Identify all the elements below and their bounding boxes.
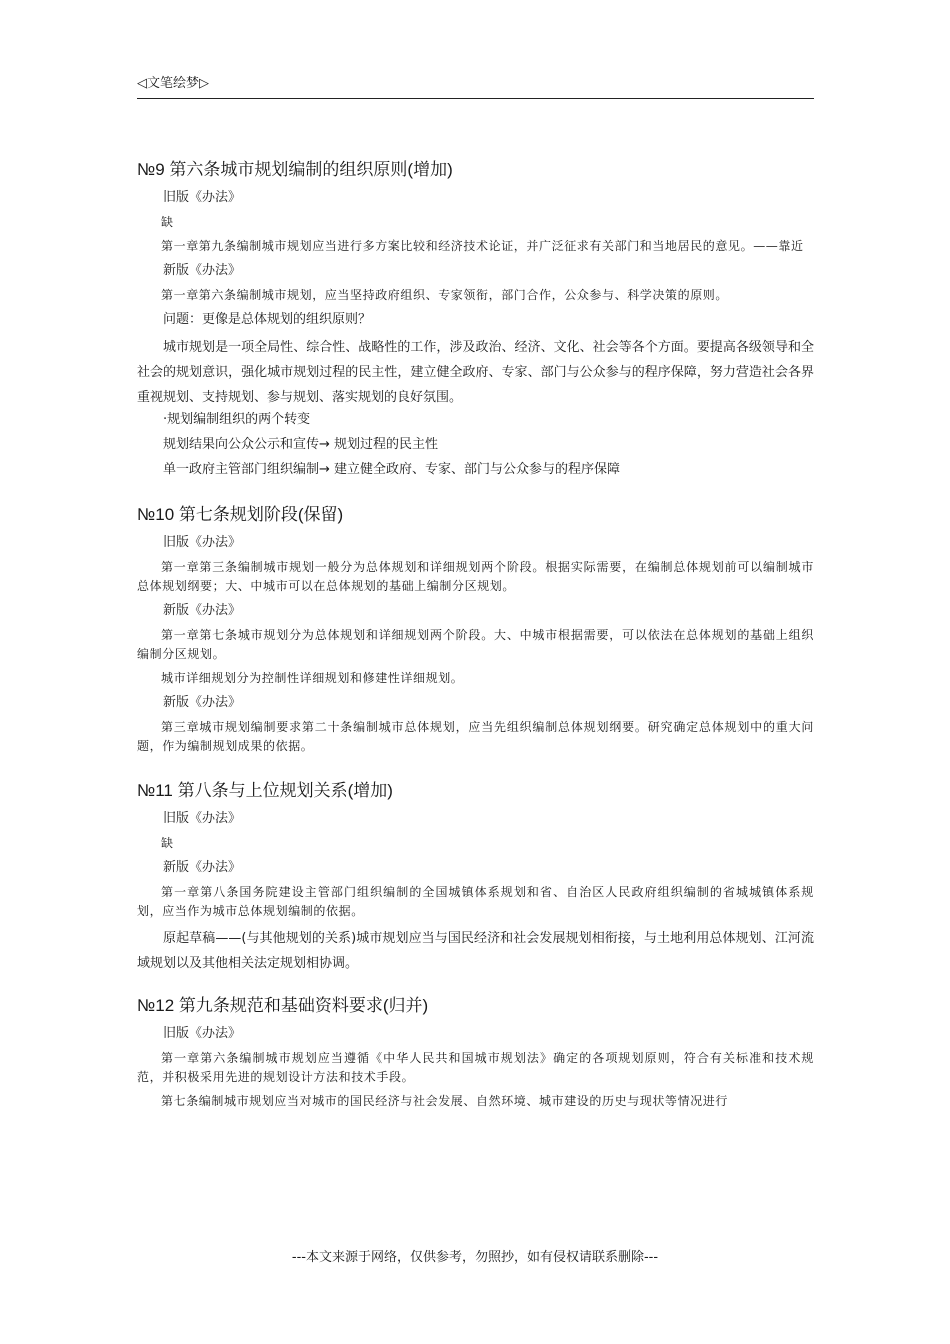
paragraph: 旧版《办法》	[163, 535, 242, 550]
paragraph: 新版《办法》	[163, 860, 242, 875]
quoted-paragraph: 缺	[161, 215, 174, 229]
footer-text: ---本文来源于网络，仅供参考，勿照抄，如有侵权请联系删除---	[291, 1250, 659, 1265]
section-gap	[137, 976, 814, 994]
paragraph: 旧版《办法》	[163, 1026, 242, 1041]
header-text: ◁文笔绘梦▷	[137, 76, 209, 91]
quoted-paragraph: 第一章第九条编制城市规划应当进行多方案比较和经济技术论证，并广泛征求有关部门和当地居民的意见。——靠近	[161, 239, 804, 253]
paragraph: 新版《办法》	[163, 603, 242, 618]
section-gap	[137, 761, 814, 779]
paragraph: 新版《办法》	[163, 695, 242, 710]
quoted-paragraph: 第一章第七条城市规划分为总体规划和详细规划两个阶段。大、中城市根据需要，可以依法在总体规划的基础上组织编制分区规划。	[137, 628, 814, 661]
paragraph: 规划结果向公众公示和宣传→ 规划过程的民主性	[163, 437, 439, 452]
quoted-paragraph: 第三章城市规划编制要求第二十条编制城市总体规划，应当先组织编制总体规划纲要。研究确定总体规划中的重大问题，作为编制规划成果的依据。	[137, 720, 814, 753]
quoted-paragraph: 第一章第六条编制城市规划应当遵循《中华人民共和国城市规划法》确定的各项规划原则，符合有关标准和技术规范，并积极采用先进的规划设计方法和技术手段。	[137, 1051, 814, 1084]
quoted-paragraph: 缺	[161, 836, 174, 850]
section-title: №10 第七条规划阶段(保留)	[137, 505, 344, 524]
paragraph: 旧版《办法》	[163, 190, 242, 205]
quoted-paragraph: 第七条编制城市规划应当对城市的国民经济与社会发展、自然环境、城市建设的历史与现状等情况进行	[161, 1094, 729, 1108]
quoted-paragraph: 第一章第三条编制城市规划一般分为总体规划和详细规划两个阶段。根据实际需要，在编制总体规划前可以编制城市总体规划纲要；大、中城市可以在总体规划的基础上编制分区规划。	[137, 560, 814, 593]
section-title: №12 第九条规范和基础资料要求(归并)	[137, 996, 429, 1015]
section-gap	[137, 485, 814, 503]
paragraph: 原起草稿——(与其他规划的关系)城市规划应当与国民经济和社会发展规划相衔接，与土地利用总体规划、江河流域规划以及其他相关法定规划相协调。	[137, 931, 814, 971]
paragraph: 问题：更像是总体规划的组织原则？	[163, 312, 372, 327]
document-body	[137, 158, 814, 1116]
paragraph: 城市规划是一项全局性、综合性、战略性的工作，涉及政治、经济、文化、社会等各个方面。要提高各级领导和全社会的规划意识，强化城市规划过程的民主性，建立健全政府、专家、部门与公众参与的程序保障，努力营造社会各界重视规划、支持规划、参与规划、落实规划的良好氛围。	[137, 340, 814, 405]
quoted-paragraph: 第一章第六条编制城市规划，应当坚持政府组织、专家领衔，部门合作，公众参与、科学决策的原则。	[161, 288, 729, 302]
page-footer	[0, 1248, 950, 1268]
paragraph: 旧版《办法》	[163, 811, 242, 826]
paragraph: ·规划编制组织的两个转变	[163, 412, 311, 427]
quoted-paragraph: 第一章第八条国务院建设主管部门组织编制的全国城镇体系规划和省、自治区人民政府组织编制的省城城镇体系规划，应当作为城市总体规划编制的依据。	[137, 885, 814, 918]
section-title: №9 第六条城市规划编制的组织原则(增加)	[137, 160, 453, 179]
page-header	[137, 74, 814, 99]
paragraph: 单一政府主管部门组织编制→ 建立健全政府、专家、部门与公众参与的程序保障	[163, 462, 621, 477]
paragraph: 新版《办法》	[163, 263, 242, 278]
quoted-paragraph: 城市详细规划分为控制性详细规划和修建性详细规划。	[161, 671, 464, 685]
section-title: №11 第八条与上位规划关系(增加)	[137, 781, 393, 800]
